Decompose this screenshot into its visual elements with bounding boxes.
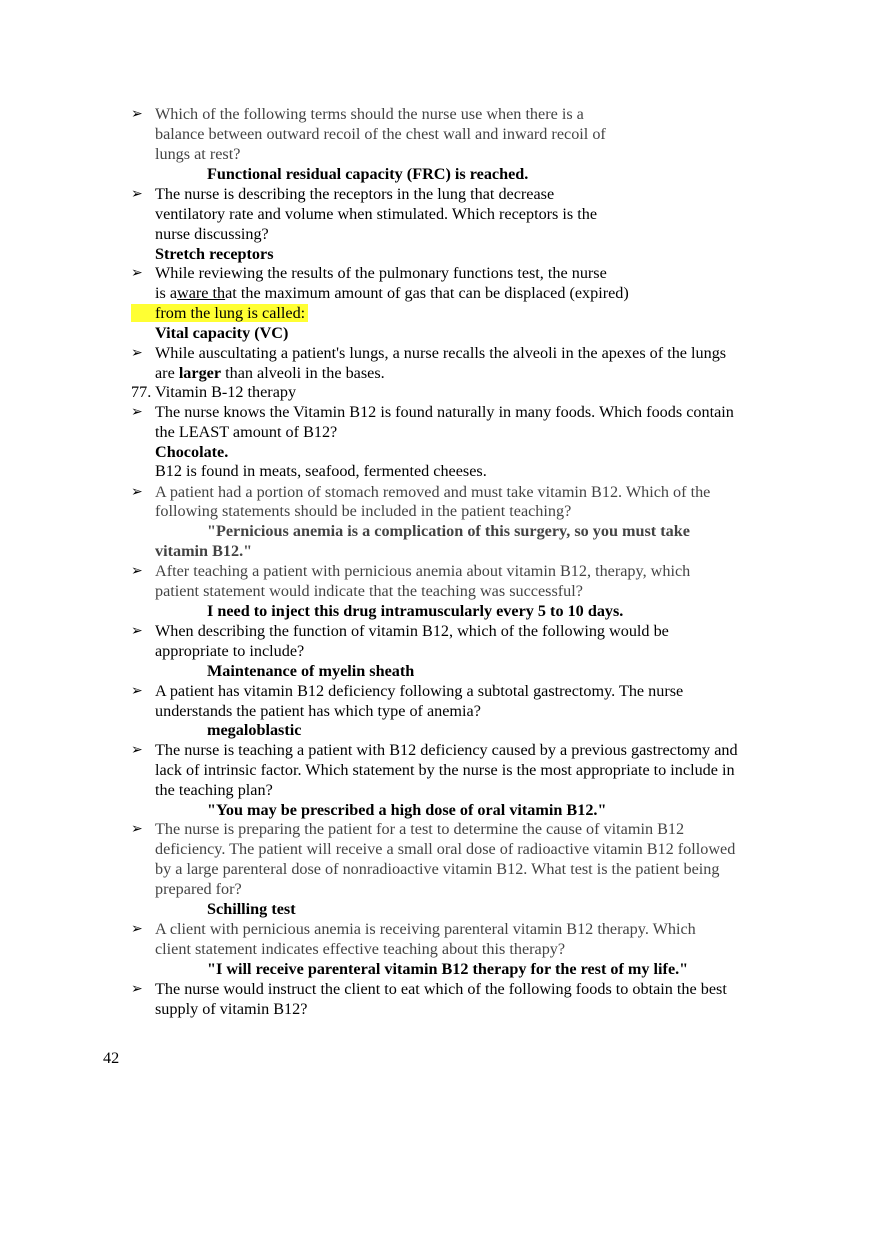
question-line xyxy=(155,303,305,323)
answer-line: "I will receive parenteral vitamin B12 therapy for the rest of my life." xyxy=(207,960,689,978)
question-line: client statement indicates effective teaching about this therapy? xyxy=(155,940,566,958)
question-line: While reviewing the results of the pulmonary functions test, the nurse xyxy=(155,264,607,282)
question-line: nurse discussing? xyxy=(155,225,269,243)
bullet-arrow-icon: ➢ xyxy=(131,345,143,361)
question-line: the LEAST amount of B12? xyxy=(155,423,338,441)
question-line: The nurse is preparing the patient for a test to determine the cause of vitamin B12 xyxy=(155,820,685,838)
bullet-arrow-icon: ➢ xyxy=(131,265,143,281)
text-fragment: at the maximum amount of gas that can be displaced (expired) xyxy=(225,284,629,302)
bullet-arrow-icon: ➢ xyxy=(131,683,143,699)
answer-line: Vital capacity (VC) xyxy=(155,324,289,342)
answer-line: Maintenance of myelin sheath xyxy=(207,662,415,680)
bullet-arrow-icon: ➢ xyxy=(131,484,143,500)
bullet-arrow-icon: ➢ xyxy=(131,404,143,420)
answer-line: Stretch receptors xyxy=(155,245,274,263)
question-line: understands the patient has which type of anemia? xyxy=(155,702,481,720)
question-line: Which of the following terms should the nurse use when there is a xyxy=(155,105,584,123)
question-line: by a large parenteral dose of nonradioactive vitamin B12. What test is the patient being xyxy=(155,860,720,878)
question-line: appropriate to include? xyxy=(155,642,305,660)
bullet-arrow-icon: ➢ xyxy=(131,623,143,639)
answer-line: Functional residual capacity (FRC) is reached. xyxy=(207,165,529,183)
question-line: prepared for? xyxy=(155,880,242,898)
question-line xyxy=(155,363,385,383)
question-line: The nurse would instruct the client to eat which of the following foods to obtain the best xyxy=(155,980,727,998)
question-line: A patient had a portion of stomach removed and must take vitamin B12. Which of the xyxy=(155,483,711,501)
bullet-arrow-icon: ➢ xyxy=(131,186,143,202)
question-line: deficiency. The patient will receive a small oral dose of radioactive vitamin B12 followed xyxy=(155,840,736,858)
note-line: B12 is found in meats, seafood, fermented cheeses. xyxy=(155,462,487,480)
text-fragment: than alveoli in the bases. xyxy=(221,364,385,382)
bullet-arrow-icon: ➢ xyxy=(131,563,143,579)
underlined-fragment: ware th xyxy=(177,284,226,302)
question-line: The nurse is describing the receptors in the lung that decrease xyxy=(155,185,555,203)
question-line: After teaching a patient with pernicious anemia about vitamin B12, therapy, which xyxy=(155,562,691,580)
answer-line: Chocolate. xyxy=(155,443,229,461)
question-line: The nurse is teaching a patient with B12 deficiency caused by a previous gastrectomy and xyxy=(155,741,738,759)
page-number: 42 xyxy=(103,1049,120,1067)
question-line: supply of vitamin B12? xyxy=(155,1000,308,1018)
question-line: ventilatory rate and volume when stimulated. Which receptors is the xyxy=(155,205,598,223)
question-line: balance between outward recoil of the chest wall and inward recoil of xyxy=(155,125,606,143)
question-line: patient statement would indicate that the teaching was successful? xyxy=(155,582,583,600)
answer-line: "Pernicious anemia is a complication of this surgery, so you must take xyxy=(207,522,690,540)
answer-line: Schilling test xyxy=(207,900,296,918)
bullet-arrow-icon: ➢ xyxy=(131,742,143,758)
bullet-arrow-icon: ➢ xyxy=(131,981,143,997)
text-fragment: d: xyxy=(292,304,306,322)
bold-fragment: larger xyxy=(178,364,222,382)
question-line: When describing the function of vitamin B12, which of the following would be xyxy=(155,622,669,640)
text-fragment: is a xyxy=(155,284,178,302)
answer-line: I need to inject this drug intramuscularly every 5 to 10 days. xyxy=(207,602,624,620)
bullet-arrow-icon: ➢ xyxy=(131,821,143,837)
highlighted-text: from the lung is calle xyxy=(155,304,293,322)
question-line: A patient has vitamin B12 deficiency following a subtotal gastrectomy. The nurse xyxy=(155,682,684,700)
question-line: following statements should be included in the patient teaching? xyxy=(155,502,572,520)
bullet-arrow-icon: ➢ xyxy=(131,921,143,937)
question-line: lungs at rest? xyxy=(155,145,241,163)
question-line: the teaching plan? xyxy=(155,781,273,799)
bullet-arrow-icon: ➢ xyxy=(131,106,143,122)
text-fragment: are xyxy=(155,364,179,382)
section-heading: 77. Vitamin B-12 therapy xyxy=(131,383,297,401)
answer-line: vitamin B12." xyxy=(155,542,253,560)
answer-line: megaloblastic xyxy=(207,721,302,739)
question-line: The nurse knows the Vitamin B12 is found naturally in many foods. Which foods contain xyxy=(155,403,734,421)
answer-line: "You may be prescribed a high dose of oral vitamin B12." xyxy=(207,801,607,819)
question-line: While auscultating a patient's lungs, a nurse recalls the alveoli in the apexes of the lungs xyxy=(155,344,727,362)
question-line xyxy=(155,283,629,303)
question-line: A client with pernicious anemia is receiving parenteral vitamin B12 therapy. Which xyxy=(155,920,696,938)
question-line: lack of intrinsic factor. Which statement by the nurse is the most appropriate to include in xyxy=(155,761,735,779)
